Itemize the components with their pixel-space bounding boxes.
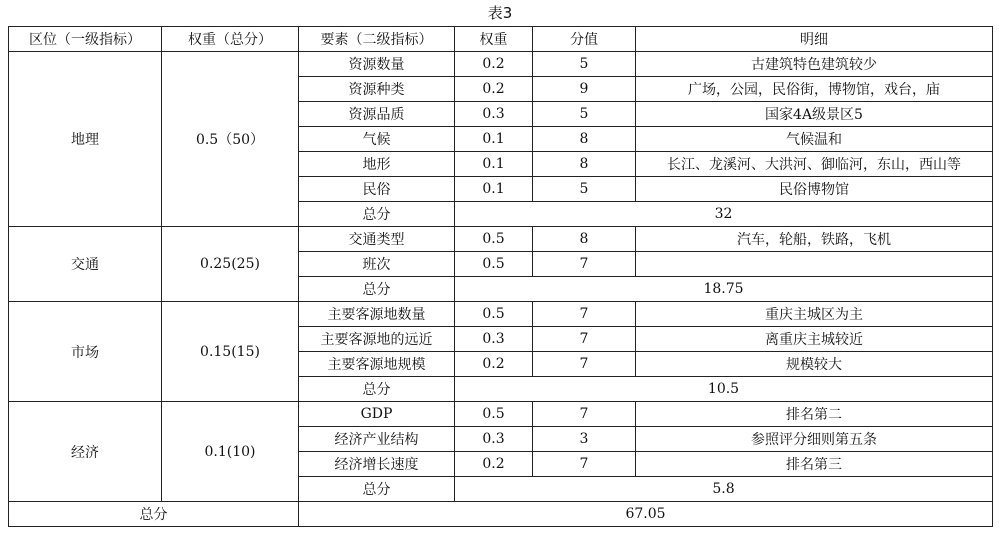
table-caption: 表3 [487, 4, 513, 22]
score-cell: 7 [533, 327, 636, 352]
detail-cell: 汽车，轮船，铁路，飞机 [636, 227, 993, 252]
score-cell: 7 [533, 352, 636, 377]
region-name: 经济 [9, 402, 162, 502]
score-cell: 8 [533, 127, 636, 152]
weight-cell: 0.2 [455, 52, 533, 77]
weight-cell: 0.2 [455, 77, 533, 102]
header-factor: 要素（二级指标） [299, 27, 455, 52]
region-weight: 0.5（50） [162, 52, 299, 227]
region-name: 交通 [9, 227, 162, 302]
weight-cell: 0.1 [455, 177, 533, 202]
score-cell: 7 [533, 452, 636, 477]
weight-cell: 0.3 [455, 427, 533, 452]
subtotal-label: 总分 [299, 377, 455, 402]
subtotal-value: 10.5 [455, 377, 993, 402]
factor-cell: 班次 [299, 252, 455, 277]
score-cell: 7 [533, 402, 636, 427]
factor-cell: 气候 [299, 127, 455, 152]
score-cell: 8 [533, 152, 636, 177]
subtotal-value: 18.75 [455, 277, 993, 302]
region-name: 地理 [9, 52, 162, 227]
region-weight: 0.25(25) [162, 227, 299, 302]
header-score: 分值 [533, 27, 636, 52]
header-row [9, 27, 993, 52]
factor-cell: GDP [299, 402, 455, 427]
weight-cell: 0.5 [455, 402, 533, 427]
factor-cell: 地形 [299, 152, 455, 177]
score-cell: 5 [533, 177, 636, 202]
subtotal-label: 总分 [299, 277, 455, 302]
header-region: 区位（一级指标） [9, 27, 162, 52]
detail-cell: 长江、龙溪河、大洪河、御临河，东山，西山等 [636, 152, 993, 177]
weight-cell: 0.5 [455, 302, 533, 327]
factor-cell: 资源数量 [299, 52, 455, 77]
weight-cell: 0.1 [455, 152, 533, 177]
detail-cell [636, 252, 993, 277]
score-cell: 9 [533, 77, 636, 102]
region-weight: 0.1(10) [162, 402, 299, 502]
grand-total-value: 67.05 [299, 502, 993, 527]
subtotal-label: 总分 [299, 477, 455, 502]
factor-cell: 主要客源地数量 [299, 302, 455, 327]
factor-cell: 经济增长速度 [299, 452, 455, 477]
subtotal-value: 5.8 [455, 477, 993, 502]
weight-cell: 0.5 [455, 252, 533, 277]
detail-cell: 排名第二 [636, 402, 993, 427]
detail-cell: 广场，公园，民俗街，博物馆，戏台，庙 [636, 77, 993, 102]
score-cell: 5 [533, 102, 636, 127]
header-weight: 权重 [455, 27, 533, 52]
detail-cell: 古建筑特色建筑较少 [636, 52, 993, 77]
factor-cell: 民俗 [299, 177, 455, 202]
factor-cell: 资源品质 [299, 102, 455, 127]
table-row [9, 302, 993, 327]
weight-cell: 0.1 [455, 127, 533, 152]
header-detail: 明细 [636, 27, 993, 52]
factor-cell: 资源种类 [299, 77, 455, 102]
detail-cell: 规模较大 [636, 352, 993, 377]
score-cell: 7 [533, 252, 636, 277]
table-row [9, 52, 993, 77]
table-row [9, 402, 993, 427]
weight-cell: 0.3 [455, 327, 533, 352]
detail-cell: 离重庆主城较近 [636, 327, 993, 352]
factor-cell: 经济产业结构 [299, 427, 455, 452]
region-name: 市场 [9, 302, 162, 402]
subtotal-value: 32 [455, 202, 993, 227]
weight-cell: 0.5 [455, 227, 533, 252]
detail-cell: 民俗博物馆 [636, 177, 993, 202]
subtotal-label: 总分 [299, 202, 455, 227]
table-body [9, 27, 993, 527]
score-cell: 7 [533, 302, 636, 327]
score-cell: 3 [533, 427, 636, 452]
evaluation-table [8, 26, 993, 527]
grand-total-label: 总分 [9, 502, 299, 527]
header-region-weight: 权重（总分） [162, 27, 299, 52]
weight-cell: 0.2 [455, 352, 533, 377]
score-cell: 8 [533, 227, 636, 252]
grand-total-row [9, 502, 993, 527]
weight-cell: 0.2 [455, 452, 533, 477]
detail-cell: 参照评分细则第五条 [636, 427, 993, 452]
weight-cell: 0.3 [455, 102, 533, 127]
detail-cell: 排名第三 [636, 452, 993, 477]
score-cell: 5 [533, 52, 636, 77]
detail-cell: 气候温和 [636, 127, 993, 152]
detail-cell: 重庆主城区为主 [636, 302, 993, 327]
table-row [9, 227, 993, 252]
detail-cell: 国家4A级景区5 [636, 102, 993, 127]
factor-cell: 主要客源地规模 [299, 352, 455, 377]
region-weight: 0.15(15) [162, 302, 299, 402]
factor-cell: 交通类型 [299, 227, 455, 252]
factor-cell: 主要客源地的远近 [299, 327, 455, 352]
